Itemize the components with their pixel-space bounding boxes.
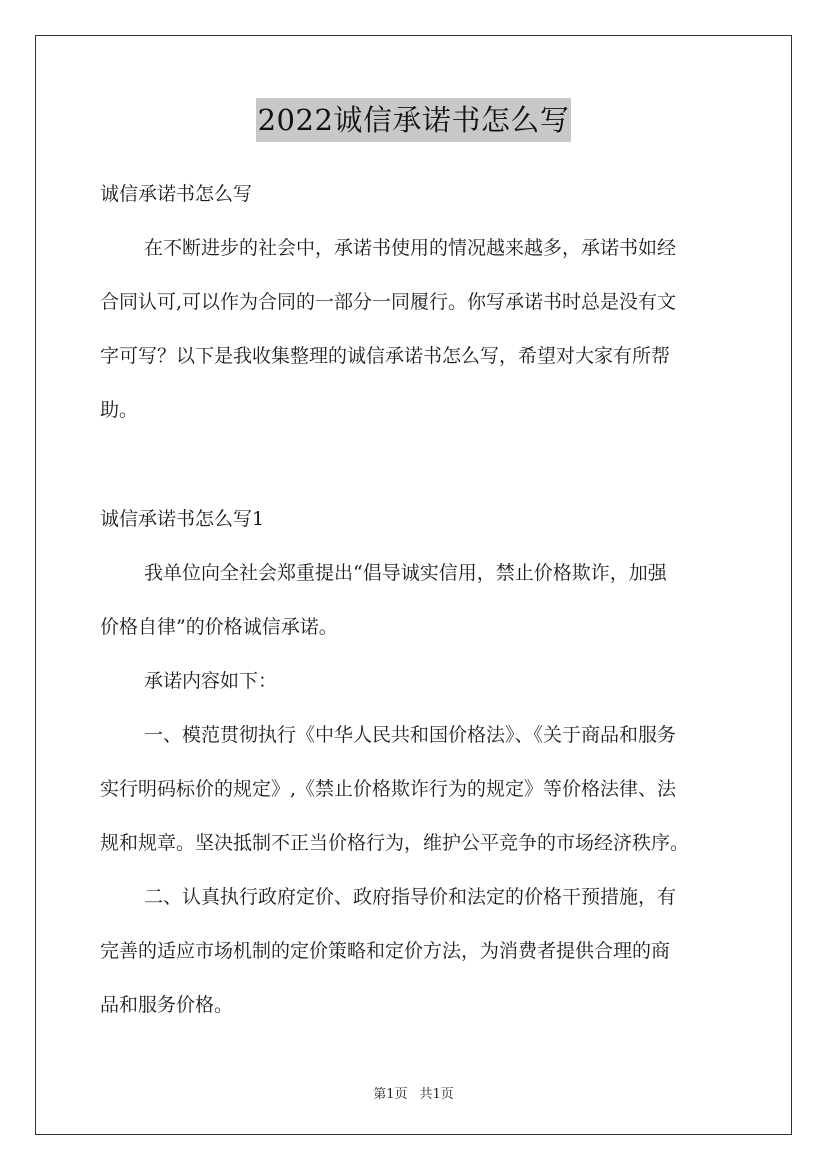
paragraph-line: 实行明码标价的规定》,《禁止价格欺诈行为的规定》等价格法律、法 (100, 778, 677, 800)
paragraph-line: 合同认可,可以作为合同的一部分一同履行。你写承诺书时总是没有文 (100, 291, 677, 313)
paragraph-line: 规和规章。坚决抵制不正当价格行为，维护公平竞争的市场经济秩序。 (100, 832, 690, 854)
page-number-current: 第1页 (373, 1087, 408, 1102)
document-title: 2022诚信承诺书怎么写 (256, 98, 572, 142)
paragraph-line: 价格自律”的价格诚信承诺。 (100, 616, 338, 638)
page-footer (0, 1083, 827, 1102)
section-heading: 诚信承诺书怎么写1 (100, 508, 265, 530)
paragraph-line: 助。 (100, 399, 139, 421)
paragraph-line: 一、模范贯彻执行《中华人民共和国价格法》、《关于商品和服务 (144, 724, 677, 746)
section-heading: 诚信承诺书怎么写 (100, 183, 253, 205)
paragraph-line: 我单位向全社会郑重提出“倡导诚实信用，禁止价格欺诈，加强 (144, 562, 667, 584)
page-number-total: 共1页 (419, 1087, 454, 1102)
paragraph-line: 二、认真执行政府定价、政府指导价和法定的价格干预措施，有 (144, 886, 677, 908)
title-container (0, 98, 827, 142)
paragraph-line: 完善的适应市场机制的定价策略和定价方法，为消费者提供合理的商 (100, 940, 671, 962)
paragraph-line: 在不断进步的社会中，承诺书使用的情况越来越多，承诺书如经 (144, 237, 677, 259)
paragraph-line: 字可写？以下是我收集整理的诚信承诺书怎么写，希望对大家有所帮 (100, 345, 671, 367)
paragraph-line: 承诺内容如下： (144, 670, 278, 692)
paragraph-line: 品和服务价格。 (100, 994, 234, 1016)
